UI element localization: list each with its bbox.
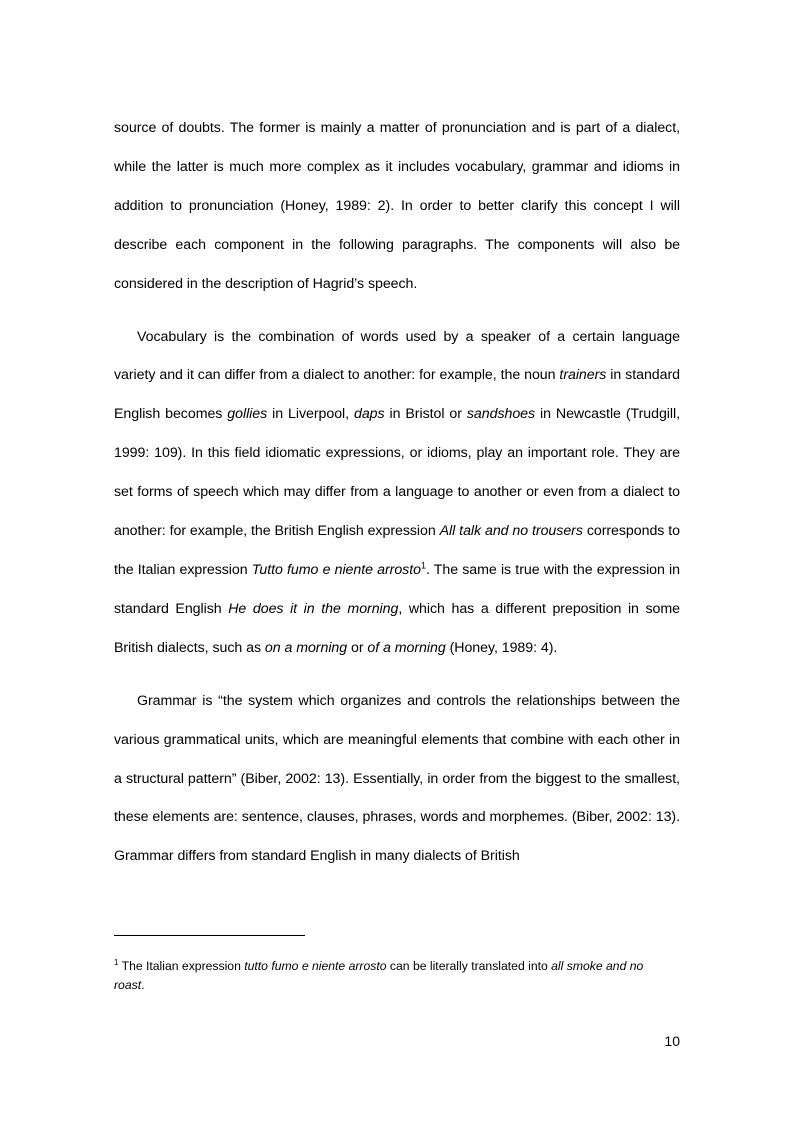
text-run: in standard English becomes [114, 367, 680, 423]
italic-text: tutto fumo e niente arrosto [244, 959, 387, 973]
text-run: in Liverpool, [267, 406, 354, 423]
italic-text: on a morning [264, 639, 348, 656]
text-run: The Italian expression [118, 959, 245, 973]
paragraph-2 [114, 318, 680, 668]
italic-text: He does it in the morning [228, 600, 399, 617]
text-run: , which has a different preposition in some British dialects, such as [114, 600, 680, 656]
italic-text: trainers [559, 367, 607, 384]
italic-text: sandshoes [466, 406, 536, 423]
text-run: in Newcastle (Trudgill, 1999: 109). In this field idiomatic expressions, or idioms, play an important role. They are set forms of speech which may differ from a language to another or even from a dialect to another: for example, the British English expression [114, 406, 680, 540]
paragraph-1 [114, 109, 680, 304]
text-run: Grammar is “the system which organizes and controls the relationships between the various grammatical units, which are meaningful elements that combine with each other in a structural pattern” (Biber, 2002: 13). Essentially, in order from the biggest to the smallest, these elements are: sentence, clauses, phrases, words and morphemes. (Biber, 2002: 13). Grammar differs from standard English in many dialects of British [114, 692, 680, 865]
text-run: can be literally translated into [386, 959, 552, 973]
text-run: in Bristol or [384, 406, 467, 423]
footnote-separator [114, 935, 305, 936]
italic-text: gollies [227, 406, 268, 423]
paragraph-3 [114, 682, 680, 877]
footnote-marker: 1 [114, 957, 119, 967]
text-run: . [141, 978, 145, 992]
italic-text: all smoke and no roast [114, 959, 644, 992]
footnote-marker: 1 [420, 560, 426, 571]
text-run: source of doubts. The former is mainly a matter of pronunciation and is part of a dialect, while the latter is much more complex as it includes vocabulary, grammar and idioms in addition to pronunciation (Honey, 1989: 2). In order to better clarify this concept I will describe each component in the following paragraphs. The components will also be considered in the description of Hagrid’s speech. [114, 120, 680, 292]
text-run: (Honey, 1989: 4). [445, 639, 558, 656]
italic-text: daps [353, 406, 385, 423]
text-run: . The same is true with the expression in standard English [114, 561, 681, 617]
italic-text: All talk and no trousers [439, 523, 583, 540]
text-run: Vocabulary is the combination of words used by a speaker of a certain language variety and it can differ from a dialect to another: for example, the noun [114, 328, 680, 384]
footnote [114, 957, 674, 995]
body-text [114, 109, 680, 876]
italic-text: Tutto fumo e niente arrosto [251, 561, 421, 578]
text-run: or [347, 639, 368, 656]
text-run: corresponds to the Italian expression [114, 523, 680, 578]
page-number: 10 [664, 1033, 680, 1049]
italic-text: of a morning [367, 639, 446, 656]
